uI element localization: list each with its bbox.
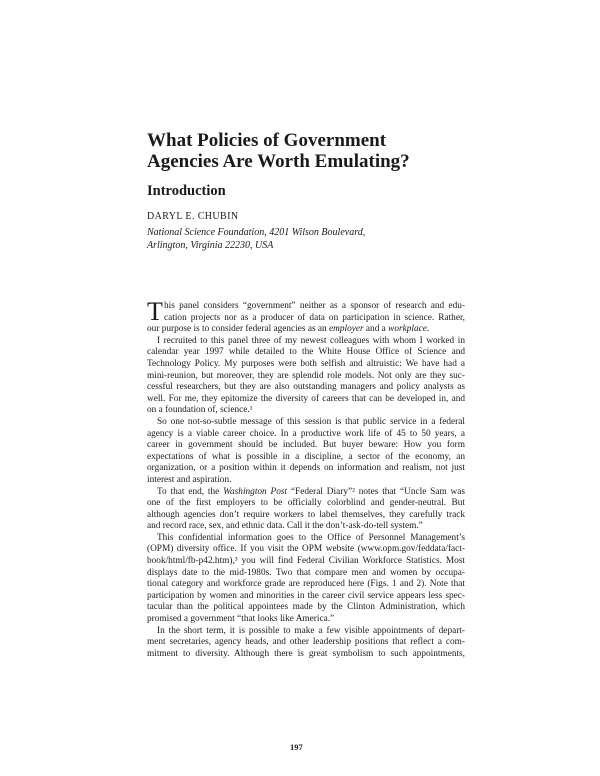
body-line: one of the first employers to be officially colorblind and gender-neutral. But: [147, 498, 465, 509]
body-line: (OPM) diversity office. If you visit the OPM website (www.opm.gov/feddata/fact-: [147, 544, 465, 555]
body-line: Technology Policy. My purposes were both selfish and altruistic: We have had a: [147, 358, 465, 369]
body-line: participation by women and minorities in the career civil service appears less spec-: [147, 590, 465, 601]
body-line: calendar year 1997 while detailed to the White House Office of Science and: [147, 347, 465, 358]
body-line: ment secretaries, agency heads, and other leadership positions that reflect a com-: [147, 637, 465, 648]
body-line: organization, or a position within it depends on information and realism, not just: [147, 463, 465, 474]
page-number: 197: [290, 742, 303, 752]
body-line: I recruited to this panel three of my newest colleagues with whom I worked in: [157, 335, 465, 346]
first-paragraph: [147, 297, 465, 336]
article-title-line: What Policies of Government: [147, 130, 387, 151]
drop-cap: T: [147, 297, 163, 326]
body-line: mitment to diversity. Although there is great symbolism to such appointments,: [147, 648, 465, 659]
body-line: our purpose is to consider federal agencies as an employer and a workplace.: [147, 324, 430, 335]
body-line: promised a government “that looks like America.”: [147, 614, 335, 625]
body-line: In the short term, it is possible to make a few visible appointments of depart-: [157, 625, 465, 636]
author-name: DARYL E. CHUBIN: [147, 211, 239, 222]
body-line: tacular than the political appointees made by the Clinton Administration, which: [147, 602, 465, 613]
body-line: This confidential information goes to the Office of Personnel Management’s: [157, 532, 465, 543]
body-line: cation projects nor as a producer of data on participation in science. Rather,: [164, 312, 465, 323]
body-line: To that end, the Washington Post “Federal Diary”² notes that “Uncle Sam was: [157, 486, 466, 497]
body-line: and record race, sex, and ethnic data. Call it the don’t-ask-do-tell system.”: [147, 521, 423, 532]
article-title: [147, 130, 467, 172]
body-line: well. For me, they epitomize the diversity of careers that can be developed in, and: [147, 393, 465, 404]
body-line: tional category and workforce grade are reproduced here (Figs. 1 and 2). Note that: [147, 579, 465, 590]
body-line: agency is a viable career choice. In a productive work life of 45 to 50 years, a: [147, 428, 465, 439]
body-line: displays date to the mid-1980s. Two that compare men and women by occupa-: [147, 567, 465, 578]
body-line: interest and aspiration.: [147, 474, 232, 485]
affiliation-line: National Science Foundation, 4201 Wilson Boulevard,: [147, 227, 366, 238]
body-line: expectations of what is possible in a discipline, a sector of the economy, an: [147, 451, 465, 462]
body-line: his panel considers “government” neither as a sponsor of research and edu-: [164, 301, 465, 311]
body-line: So one not-so-subtle message of this session is that public service in a federal: [157, 416, 465, 427]
affiliation-line: Arlington, Virginia 22230, USA: [147, 240, 274, 251]
article-subtitle: Introduction: [147, 183, 226, 199]
body-line: book/html/fb-p42.htm),³ you will find Federal Civilian Workforce Statistics. Most: [147, 556, 465, 567]
body-line: mini-reunion, but moreover, they are splendid role models. Not only are they suc-: [147, 370, 465, 381]
body-line: cessful researchers, but they are also outstanding managers and policy analysts as: [147, 382, 465, 393]
article-body: [147, 297, 466, 660]
body-line: although agencies don’t require workers to label themselves, they carefully track: [147, 509, 465, 520]
body-line: on a foundation of, science.¹: [147, 405, 253, 416]
body-line: career in government should be included. But buyer beware: How you form: [147, 440, 465, 451]
author-affiliation: [147, 226, 365, 252]
article-title-line: Agencies Are Worth Emulating?: [147, 151, 410, 172]
